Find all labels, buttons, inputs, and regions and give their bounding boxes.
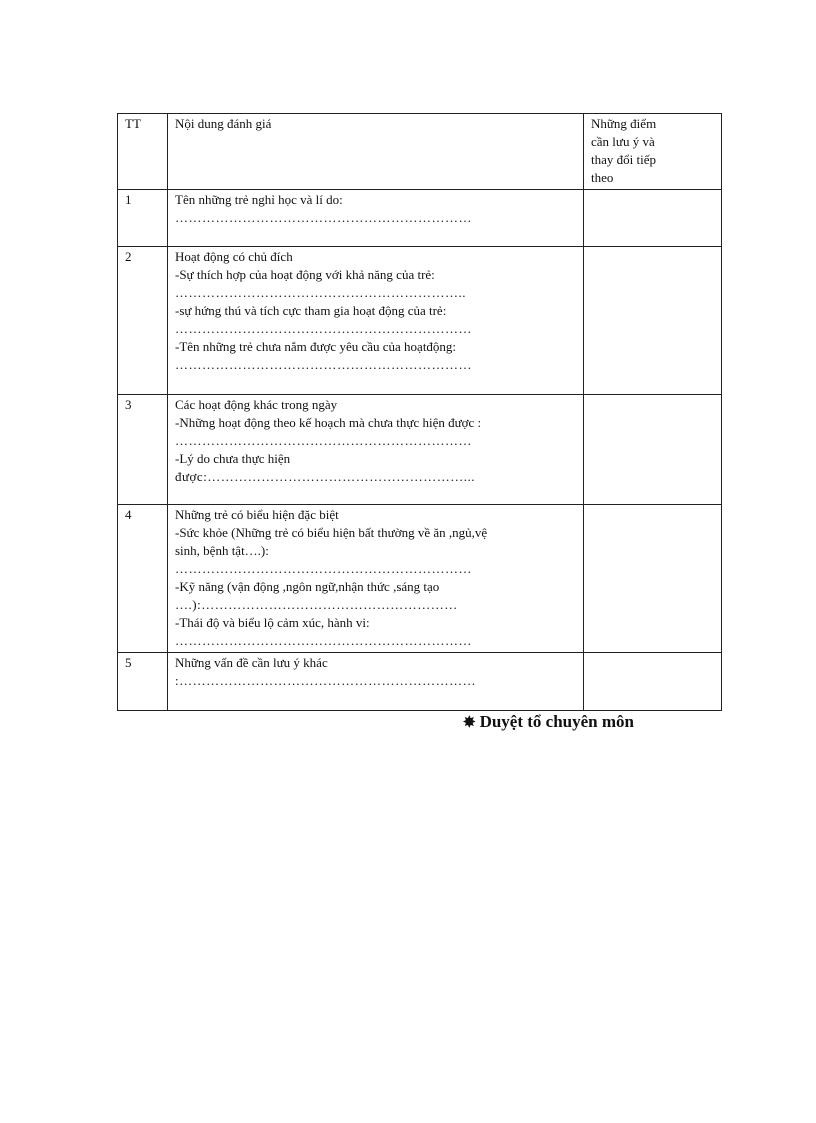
fill-in-line: …………………………………………………………: [175, 321, 472, 336]
header-notes-line: cần lưu ý và: [591, 134, 655, 149]
approval-line: [463, 712, 634, 732]
table-row: [118, 247, 722, 395]
content-line: sinh, bệnh tật….):: [175, 543, 269, 558]
header-notes-line: Những điểm: [591, 116, 657, 131]
evaluation-table: [117, 113, 722, 711]
table-row: [118, 653, 722, 711]
header-notes: [584, 114, 722, 190]
content-line: Những vấn đề cần lưu ý khác: [175, 655, 328, 670]
star-bullet-icon: ✸: [463, 715, 476, 731]
row-content: [168, 653, 584, 711]
row-notes-cell: [584, 190, 722, 247]
table-row: [118, 190, 722, 247]
row-notes-cell: [584, 247, 722, 395]
table-header-row: [118, 114, 722, 190]
content-line: Tên những trẻ nghỉ học và lí do:: [175, 192, 343, 207]
fill-in-line: …………………………………………………………: [175, 210, 472, 225]
row-notes-cell: [584, 653, 722, 711]
content-line: -Tên những trẻ chưa nắm được yêu cầu của hoạtđộng:: [175, 339, 457, 354]
table-row: [118, 505, 722, 653]
content-line: Hoạt động có chủ đích: [175, 249, 293, 264]
fill-in-line: ………………………………………………………..: [175, 285, 466, 300]
content-line: Những trẻ có biểu hiện đặc biệt: [175, 507, 339, 522]
row-number: 3: [118, 395, 168, 505]
row-notes-cell: [584, 395, 722, 505]
fill-in-line: …………………………………………………………: [175, 561, 472, 576]
row-number: 1: [118, 190, 168, 247]
table-row: [118, 395, 722, 505]
fill-in-line: …………………………………………………………: [175, 633, 472, 648]
fill-in-line: ….):…………………………………………………: [175, 597, 458, 612]
content-line: Các hoạt động khác trong ngày: [175, 397, 338, 412]
header-content: Nội dung đánh giá: [168, 114, 584, 190]
approval-label: Duyệt tổ chuyên môn: [479, 712, 634, 731]
row-number: 5: [118, 653, 168, 711]
header-tt: TT: [118, 114, 168, 190]
content-line: -Sức khỏe (Những trẻ có biểu hiện bất thường về ăn ,ngủ,vệ: [175, 525, 488, 540]
content-line: -Thái độ và biểu lộ cảm xúc, hành vi:: [175, 615, 370, 630]
row-content: [168, 395, 584, 505]
row-number: 4: [118, 505, 168, 653]
row-content: [168, 247, 584, 395]
row-content: [168, 505, 584, 653]
fill-in-line: …………………………………………………………: [175, 433, 472, 448]
content-line: -sự hứng thú và tích cực tham gia hoạt động của trẻ:: [175, 303, 447, 318]
row-number: 2: [118, 247, 168, 395]
fill-in-line: …………………………………………………………: [175, 357, 472, 372]
content-line: -Những hoạt động theo kế hoạch mà chưa thực hiện được :: [175, 415, 482, 430]
row-notes-cell: [584, 505, 722, 653]
fill-in-line: :…………………………………………………………: [175, 673, 477, 688]
row-content: [168, 190, 584, 247]
fill-in-line: được:…………………………………………………...: [175, 469, 476, 484]
header-notes-line: thay đổi tiếp: [591, 152, 656, 167]
header-notes-line: theo: [591, 170, 614, 185]
content-line: -Kỹ năng (vận động ,ngôn ngữ,nhận thức ,sáng tạo: [175, 579, 440, 594]
content-line: -Sự thích hợp của hoạt động với khả năng của trẻ:: [175, 267, 435, 282]
content-line: -Lý do chưa thực hiện: [175, 451, 291, 466]
